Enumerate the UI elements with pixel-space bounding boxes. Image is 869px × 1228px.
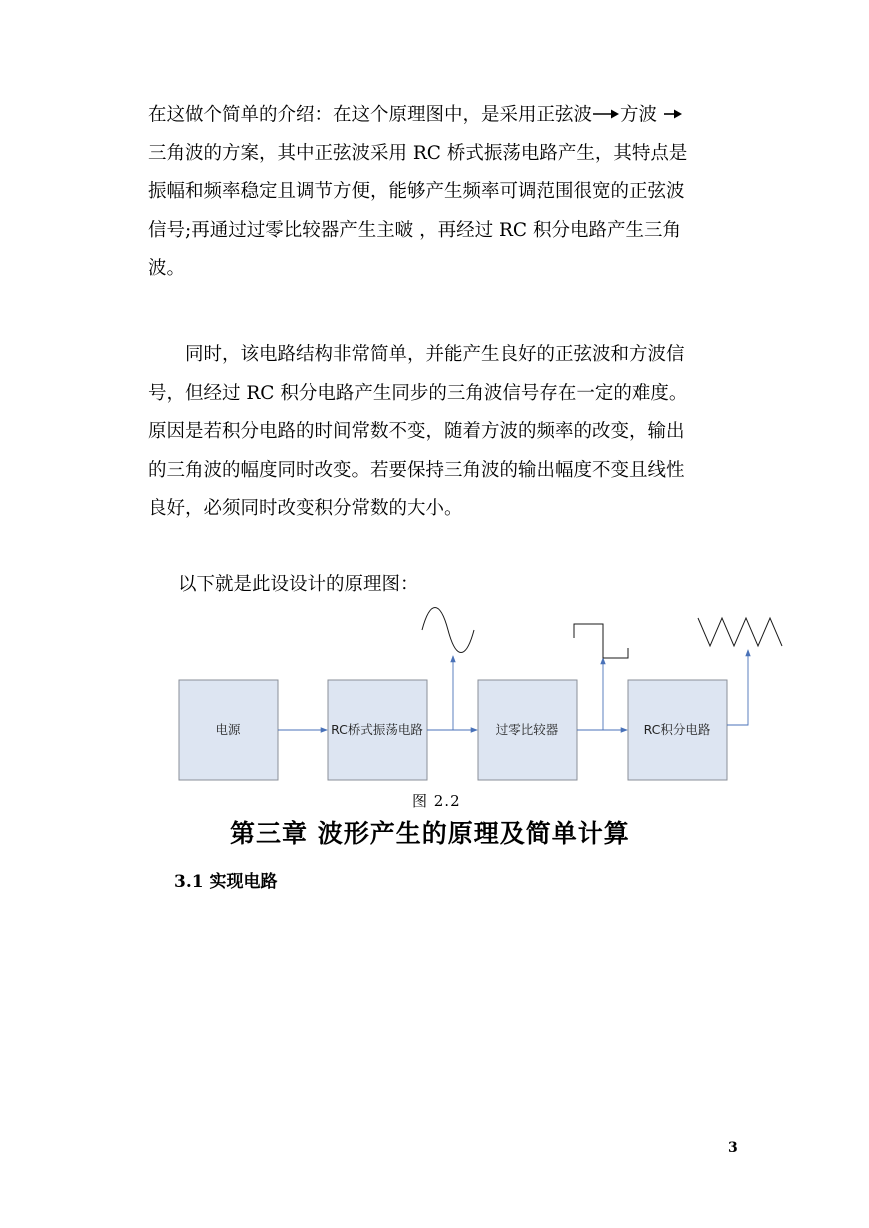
block-diagram-svg (170, 608, 790, 788)
block-power-label: 电源 (215, 722, 241, 737)
block-integrator-label: RC积分电路 (643, 722, 711, 737)
section-title: 3.1 实现电路 (174, 872, 278, 892)
paragraph-analysis (148, 336, 748, 529)
intro-line-5: 波。 (148, 258, 186, 279)
analysis-line-4: 的三角波的幅度同时改变。若要保持三角波的输出幅度不变且线性 (148, 459, 685, 481)
block-rc-bridge-label: RC桥式振荡电路 (331, 722, 423, 737)
intro-line-3: 振幅和频率稳定且调节方便，能够产生频率可调范围很宽的正弦波 (148, 181, 685, 202)
sine-wave-icon (422, 608, 474, 653)
page-number: 3 (728, 1140, 738, 1156)
analysis-line-3: 原因是若积分电路的时间常数不变，随着方波的频率的改变，输出 (148, 421, 685, 442)
block-rc-integrator (628, 680, 727, 780)
square-wave-icon (574, 624, 628, 658)
arrow-right-icon (663, 96, 683, 135)
arrow-right-icon (592, 96, 620, 135)
chapter-title: 第三章 波形产生的原理及简单计算 (230, 819, 630, 848)
block-diagram (170, 608, 790, 788)
tap-triangle-output (727, 650, 748, 725)
figure-caption: 图 2.2 (412, 792, 461, 810)
intro-line-1: 在这做个简单的介绍：在这个原理图中，是采用正弦波 方波 (148, 96, 748, 135)
paragraph-intro (148, 96, 748, 289)
block-rc-bridge-oscillator (328, 680, 427, 780)
block-comparator-label: 过零比较器 (495, 722, 559, 737)
analysis-line-5: 良好，必须同时改变积分常数的大小。 (148, 498, 463, 519)
triangle-wave-icon (698, 618, 782, 646)
analysis-line-2: 号，但经过 RC 积分电路产生同步的三角波信号存在一定的难度。 (148, 382, 688, 404)
block-power (179, 680, 278, 780)
block-zero-crossing-comparator (478, 680, 577, 780)
intro-line-4: 信号;再通过过零比较器产生主啵 ，再经过 RC 积分电路产生三角 (148, 219, 681, 241)
intro-line-2: 三角波的方案，其中正弦波采用 RC 桥式振荡电路产生，其特点是 (148, 142, 688, 164)
paragraph-diagram-intro (148, 566, 748, 605)
diagram-intro-text: 以下就是此设设计的原理图： (178, 574, 419, 595)
analysis-line-1: 同时，该电路结构非常简单，并能产生良好的正弦波和方波信 (185, 344, 685, 365)
